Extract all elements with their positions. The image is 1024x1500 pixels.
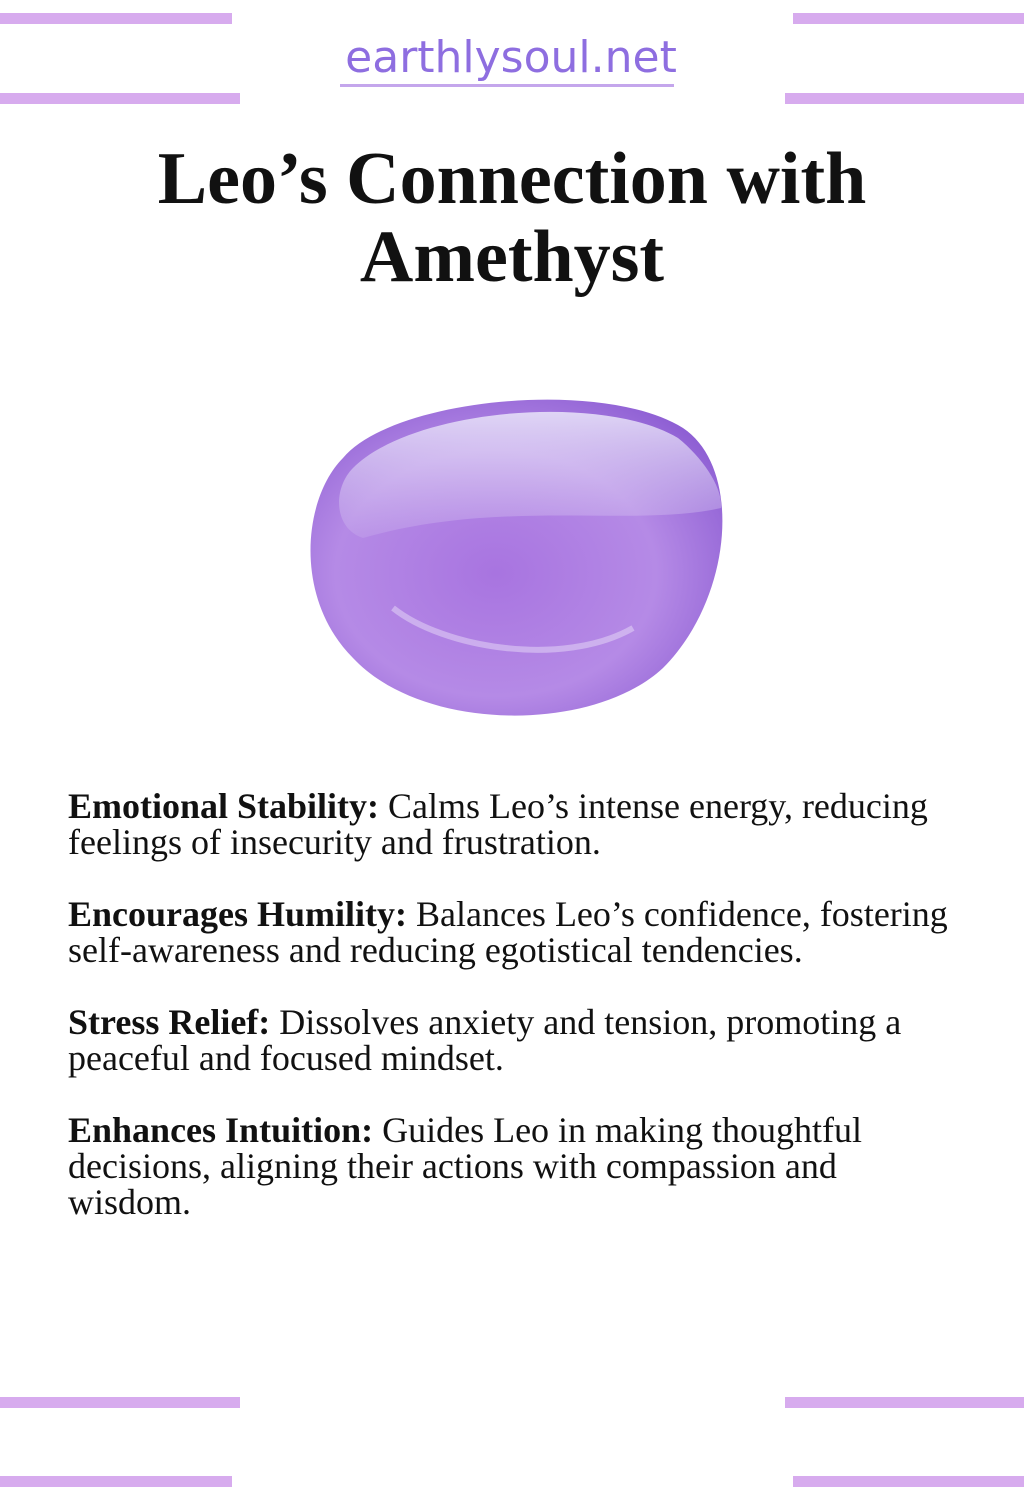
benefit-item (68, 788, 968, 860)
benefit-label: Emotional Stability: (68, 786, 380, 826)
decorative-bar-bottom-right-2 (793, 1476, 1024, 1487)
logo-text: earthlysoul.net (345, 32, 677, 83)
benefit-text: Guides Leo in making thoughtful decisions, aligning their actions with compassion and wisdom. (68, 1110, 863, 1222)
decorative-bar-top-left-1 (0, 13, 232, 24)
decorative-bar-top-right-2 (785, 93, 1024, 104)
benefit-text: Dissolves anxiety and tension, promoting a peaceful and focused mindset. (68, 1002, 902, 1078)
benefits-list (68, 788, 968, 1256)
decorative-bar-bottom-left-1 (0, 1397, 240, 1408)
title-line-1: Leo’s Connection with (157, 138, 867, 220)
site-logo[interactable] (338, 34, 684, 90)
page-title (0, 140, 1024, 296)
logo-underline (340, 84, 674, 87)
decorative-bar-top-left-2 (0, 93, 240, 104)
decorative-bar-bottom-left-2 (0, 1476, 232, 1487)
benefit-item (68, 1004, 968, 1076)
decorative-bar-bottom-right-1 (785, 1397, 1024, 1408)
benefit-label: Encourages Humility: (68, 894, 407, 934)
benefit-text: Balances Leo’s confidence, fostering self-awareness and reducing egotistical tendencies. (68, 894, 948, 970)
benefit-label: Enhances Intuition: (68, 1110, 374, 1150)
benefit-item (68, 1112, 968, 1220)
benefit-label: Stress Relief: (68, 1002, 271, 1042)
amethyst-stone-image (303, 388, 729, 722)
benefit-text: Calms Leo’s intense energy, reducing feelings of insecurity and frustration. (68, 786, 928, 862)
decorative-bar-top-right-1 (793, 13, 1024, 24)
benefit-item (68, 896, 968, 968)
title-line-2: Amethyst (359, 216, 665, 298)
